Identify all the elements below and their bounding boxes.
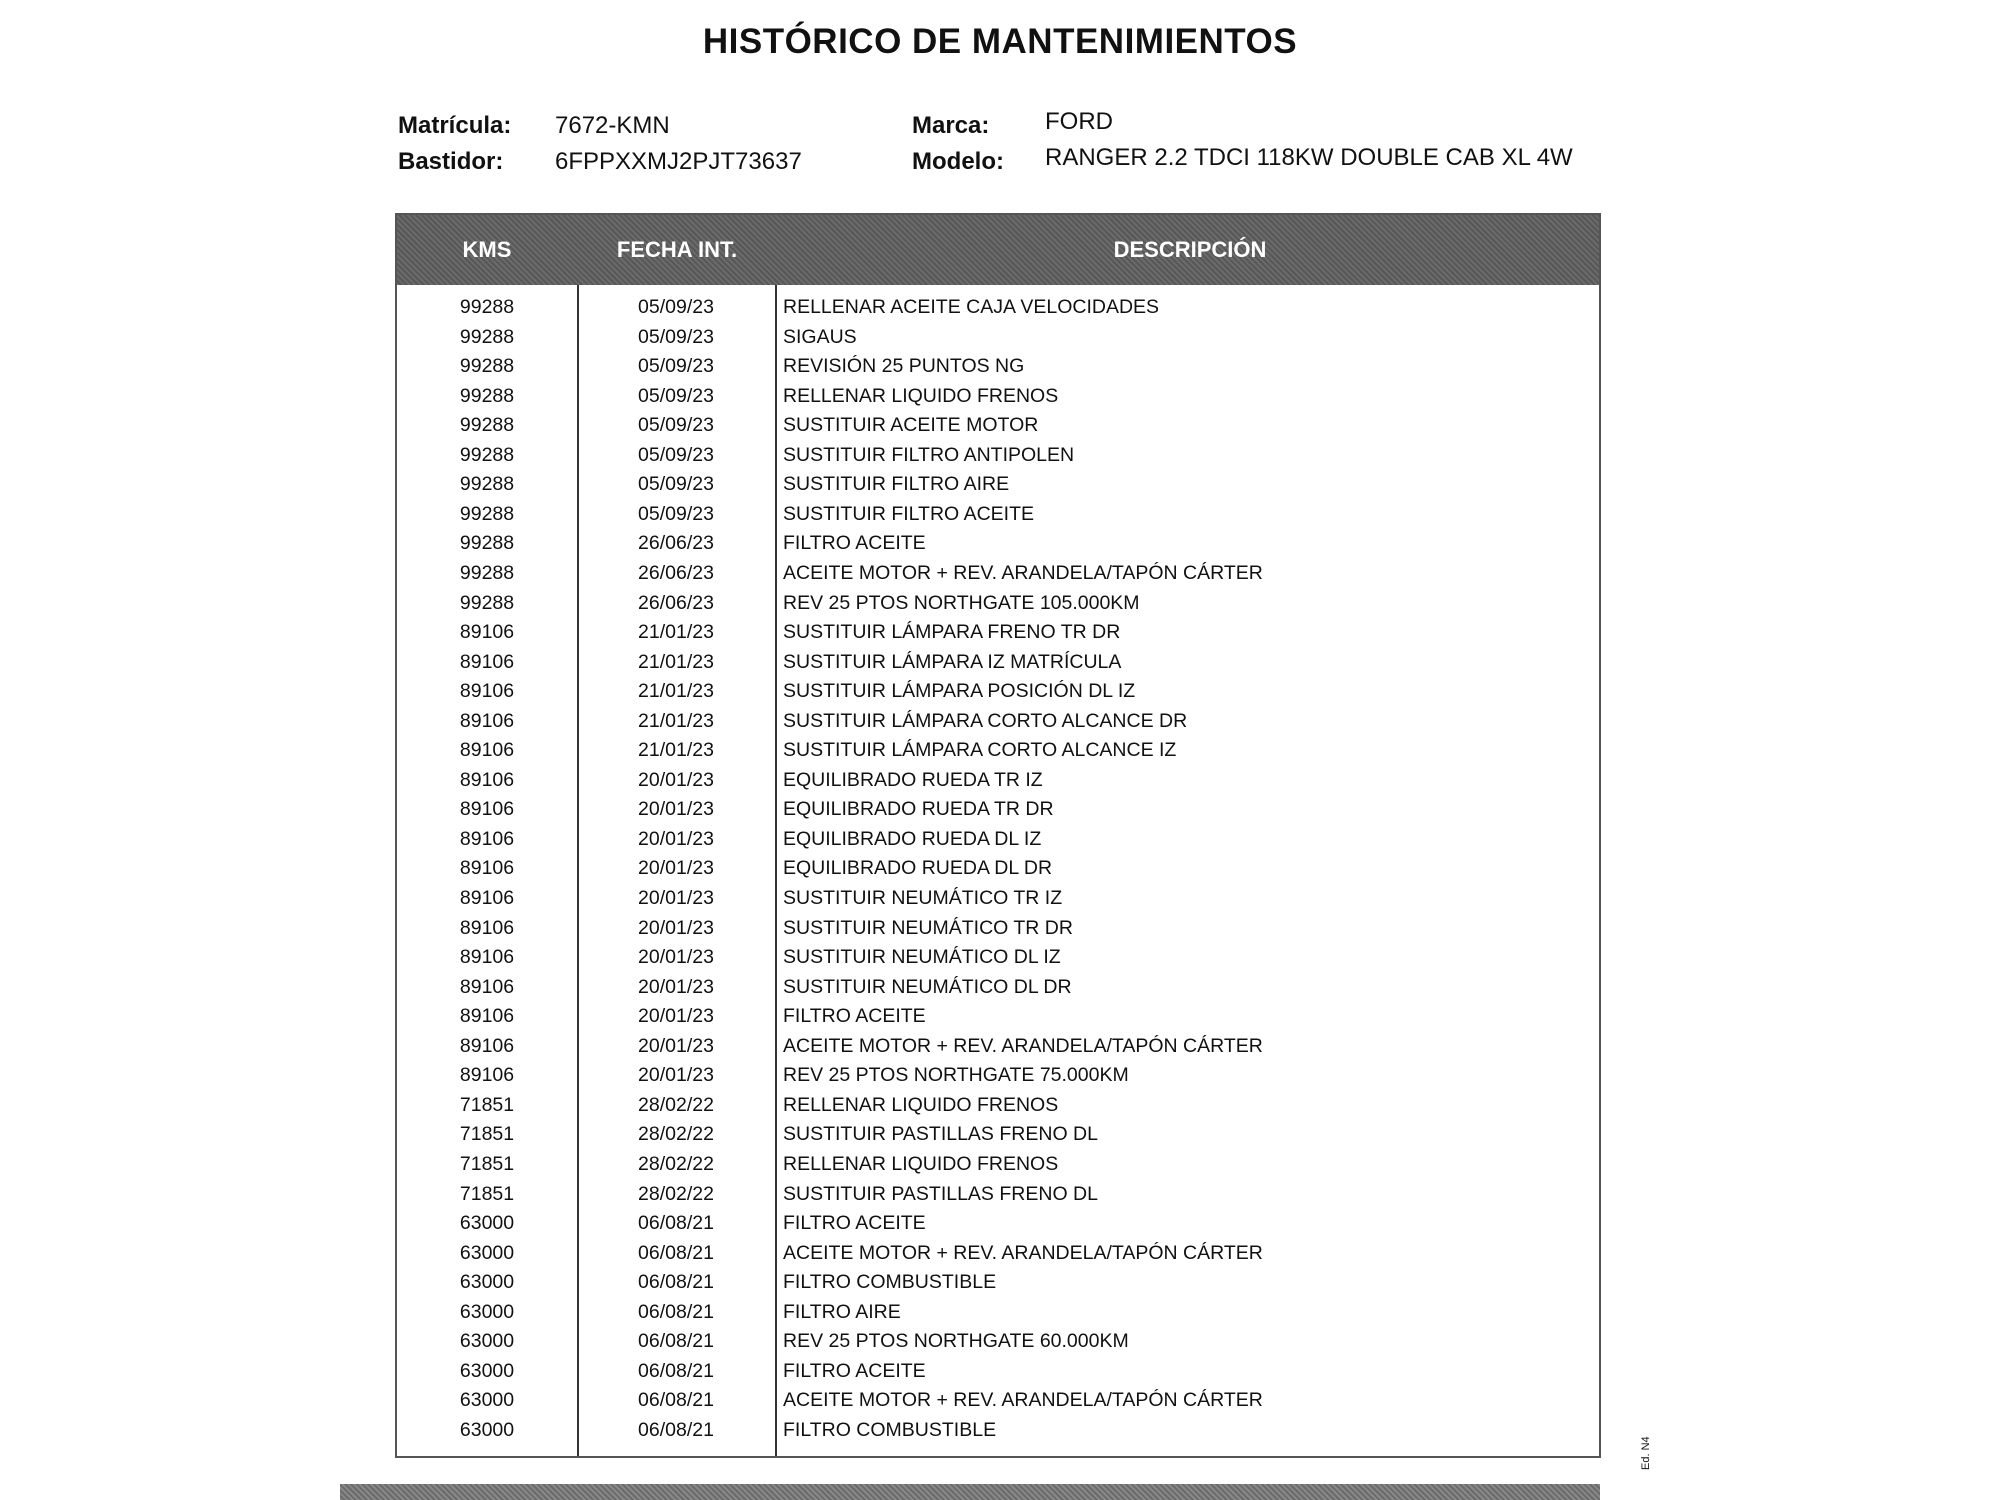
cell-fecha: 20/01/23	[638, 857, 714, 880]
cell-fecha: 05/09/23	[638, 443, 714, 466]
cell-descripcion: SUSTITUIR LÁMPARA CORTO ALCANCE DR	[783, 709, 1188, 732]
table-row	[397, 648, 1599, 677]
modelo-label: Modelo:	[912, 148, 1004, 175]
cell-fecha: 20/01/23	[638, 887, 714, 909]
cell-descripcion: SUSTITUIR LÁMPARA CORTO ALCANCE IZ	[783, 739, 1177, 762]
cell-descripcion: EQUILIBRADO RUEDA TR IZ	[783, 768, 1043, 791]
modelo-value: RANGER 2.2 TDCI 118KW DOUBLE CAB XL 4W	[1045, 144, 1573, 171]
cell-kms: 99288	[459, 591, 515, 614]
cell-kms: 71851	[459, 1093, 515, 1116]
table-row	[397, 1386, 1599, 1415]
table-row	[397, 854, 1599, 883]
cell-kms: 89106	[459, 1005, 515, 1028]
cell-fecha: 06/08/21	[638, 1418, 714, 1441]
cell-fecha: 05/09/23	[638, 325, 714, 348]
cell-fecha: 05/09/23	[638, 296, 714, 318]
cell-kms: 89106	[459, 975, 515, 998]
maintenance-table	[395, 213, 1601, 1458]
cell-descripcion: ACEITE MOTOR + REV. ARANDELA/TAPÓN CÁRTER	[783, 1241, 1263, 1264]
table-row	[397, 825, 1599, 854]
cell-descripcion: FILTRO COMBUSTIBLE	[783, 1271, 997, 1294]
cell-kms: 89106	[459, 827, 515, 850]
cell-descripcion: RELLENAR ACEITE CAJA VELOCIDADES	[783, 296, 1160, 318]
cell-descripcion: FILTRO COMBUSTIBLE	[783, 1418, 997, 1441]
cell-kms: 99288	[459, 296, 515, 318]
table-row	[397, 914, 1599, 943]
cell-descripcion: REV 25 PTOS NORTHGATE 105.000KM	[783, 591, 1140, 614]
bastidor-value: 6FPPXXMJ2PJT73637	[555, 148, 802, 175]
cell-fecha: 20/01/23	[638, 1064, 714, 1087]
cell-kms: 63000	[459, 1359, 515, 1382]
cell-descripcion: SUSTITUIR NEUMÁTICO TR IZ	[783, 887, 1063, 909]
cell-descripcion: SUSTITUIR LÁMPARA FRENO TR DR	[783, 621, 1121, 644]
cell-kms: 63000	[459, 1300, 515, 1323]
cell-descripcion: SUSTITUIR NEUMÁTICO DL IZ	[783, 946, 1061, 969]
cell-descripcion: REV 25 PTOS NORTHGATE 75.000KM	[783, 1064, 1129, 1087]
cell-descripcion: FILTRO ACEITE	[783, 532, 926, 555]
footer-bar	[340, 1484, 1600, 1500]
table-row	[397, 293, 1599, 322]
cell-fecha: 06/08/21	[638, 1271, 714, 1294]
cell-fecha: 21/01/23	[638, 739, 714, 762]
table-row	[397, 1061, 1599, 1090]
table-row	[397, 1268, 1599, 1297]
cell-fecha: 05/09/23	[638, 502, 714, 525]
cell-descripcion: FILTRO ACEITE	[783, 1005, 926, 1028]
table-row	[397, 943, 1599, 972]
page-title: HISTÓRICO DE MANTENIMIENTOS	[702, 22, 1298, 61]
cell-kms: 99288	[459, 502, 515, 525]
cell-descripcion: REV 25 PTOS NORTHGATE 60.000KM	[783, 1330, 1129, 1353]
cell-fecha: 06/08/21	[638, 1359, 714, 1382]
cell-fecha: 26/06/23	[638, 561, 714, 584]
cell-fecha: 06/08/21	[638, 1300, 714, 1323]
cell-kms: 99288	[459, 384, 515, 407]
cell-descripcion: REVISIÓN 25 PUNTOS NG	[783, 355, 1025, 378]
cell-kms: 89106	[459, 1064, 515, 1087]
cell-descripcion: SUSTITUIR LÁMPARA POSICIÓN DL IZ	[783, 680, 1136, 703]
cell-kms: 89106	[459, 798, 515, 821]
cell-kms: 71851	[459, 1152, 515, 1175]
cell-kms: 89106	[459, 709, 515, 732]
header-kms: KMS	[462, 237, 512, 262]
table-row	[397, 677, 1599, 706]
table-row	[397, 1180, 1599, 1209]
table-row	[397, 707, 1599, 736]
marca-value: FORD	[1045, 108, 1113, 135]
cell-fecha: 06/08/21	[638, 1241, 714, 1264]
table-row	[397, 1032, 1599, 1061]
cell-fecha: 21/01/23	[638, 709, 714, 732]
cell-kms: 89106	[459, 621, 515, 644]
marca-label: Marca:	[912, 112, 990, 139]
table-row	[397, 1091, 1599, 1120]
cell-descripcion: SUSTITUIR FILTRO ACEITE	[783, 502, 1034, 525]
cell-fecha: 06/08/21	[638, 1389, 714, 1412]
cell-fecha: 28/02/22	[638, 1152, 714, 1175]
cell-fecha: 20/01/23	[638, 768, 714, 791]
cell-fecha: 05/09/23	[638, 355, 714, 378]
cell-kms: 63000	[459, 1418, 515, 1441]
table-row	[397, 470, 1599, 499]
cell-fecha: 21/01/23	[638, 621, 714, 644]
matricula-value: 7672-KMN	[555, 112, 670, 139]
cell-kms: 63000	[459, 1241, 515, 1264]
cell-descripcion: SUSTITUIR FILTRO AIRE	[783, 473, 1010, 496]
cell-descripcion: EQUILIBRADO RUEDA TR DR	[783, 798, 1054, 821]
header-descripcion: DESCRIPCIÓN	[1113, 237, 1267, 262]
cell-descripcion: SUSTITUIR LÁMPARA IZ MATRÍCULA	[783, 650, 1122, 673]
cell-descripcion: RELLENAR LIQUIDO FRENOS	[783, 1152, 1059, 1175]
cell-fecha: 20/01/23	[638, 798, 714, 821]
table-row	[397, 1327, 1599, 1356]
cell-descripcion: SIGAUS	[783, 325, 857, 348]
cell-fecha: 28/02/22	[638, 1093, 714, 1116]
cell-kms: 99288	[459, 355, 515, 378]
table-row	[397, 1150, 1599, 1179]
table-row	[397, 1002, 1599, 1031]
cell-fecha: 21/01/23	[638, 650, 714, 673]
table-row	[397, 1209, 1599, 1238]
cell-descripcion: SUSTITUIR NEUMÁTICO DL DR	[783, 975, 1072, 998]
cell-fecha: 20/01/23	[638, 975, 714, 998]
table-row	[397, 618, 1599, 647]
table-header	[397, 215, 1599, 285]
cell-fecha: 20/01/23	[638, 916, 714, 939]
cell-kms: 71851	[459, 1123, 515, 1146]
cell-kms: 89106	[459, 680, 515, 703]
cell-kms: 63000	[459, 1212, 515, 1235]
table-row	[397, 411, 1599, 440]
table-row	[397, 1357, 1599, 1386]
cell-kms: 63000	[459, 1389, 515, 1412]
cell-descripcion: ACEITE MOTOR + REV. ARANDELA/TAPÓN CÁRTER	[783, 561, 1263, 584]
cell-kms: 99288	[459, 414, 515, 437]
table-row	[397, 1416, 1599, 1445]
cell-descripcion: RELLENAR LIQUIDO FRENOS	[783, 384, 1059, 407]
matricula-label: Matrícula:	[398, 112, 512, 139]
cell-fecha: 26/06/23	[638, 532, 714, 555]
cell-kms: 71851	[459, 1182, 515, 1205]
cell-kms: 99288	[459, 532, 515, 555]
cell-descripcion: FILTRO AIRE	[783, 1300, 901, 1323]
cell-descripcion: SUSTITUIR ACEITE MOTOR	[783, 414, 1039, 437]
cell-kms: 99288	[459, 325, 515, 348]
cell-fecha: 05/09/23	[638, 384, 714, 407]
cell-fecha: 20/01/23	[638, 946, 714, 969]
cell-fecha: 05/09/23	[638, 473, 714, 496]
table-row	[397, 973, 1599, 1002]
cell-kms: 89106	[459, 768, 515, 791]
cell-kms: 89106	[459, 1034, 515, 1057]
table-row	[397, 589, 1599, 618]
bastidor-label: Bastidor:	[398, 148, 504, 175]
cell-kms: 89106	[459, 946, 515, 969]
cell-descripcion: ACEITE MOTOR + REV. ARANDELA/TAPÓN CÁRTER	[783, 1389, 1263, 1412]
cell-fecha: 28/02/22	[638, 1182, 714, 1205]
table-row	[397, 500, 1599, 529]
cell-descripcion: SUSTITUIR FILTRO ANTIPOLEN	[783, 443, 1075, 466]
cell-kms: 89106	[459, 857, 515, 880]
table-row	[397, 559, 1599, 588]
table-row	[397, 323, 1599, 352]
edition-label: Ed. N4	[1640, 1436, 1652, 1470]
table-row	[397, 1120, 1599, 1149]
table-row	[397, 736, 1599, 765]
table-row	[397, 352, 1599, 381]
cell-descripcion: SUSTITUIR NEUMÁTICO TR DR	[783, 916, 1073, 939]
cell-fecha: 21/01/23	[638, 680, 714, 703]
cell-descripcion: FILTRO ACEITE	[783, 1212, 926, 1235]
cell-descripcion: RELLENAR LIQUIDO FRENOS	[783, 1093, 1059, 1116]
table-row	[397, 1239, 1599, 1268]
table-row	[397, 884, 1599, 913]
cell-descripcion: EQUILIBRADO RUEDA DL DR	[783, 857, 1053, 880]
cell-fecha: 20/01/23	[638, 827, 714, 850]
cell-fecha: 26/06/23	[638, 591, 714, 614]
cell-fecha: 06/08/21	[638, 1212, 714, 1235]
cell-kms: 63000	[459, 1330, 515, 1353]
cell-kms: 89106	[459, 887, 515, 909]
header-fecha: FECHA INT.	[616, 237, 738, 262]
cell-descripcion: ACEITE MOTOR + REV. ARANDELA/TAPÓN CÁRTER	[783, 1034, 1263, 1057]
cell-kms: 89106	[459, 916, 515, 939]
cell-fecha: 20/01/23	[638, 1034, 714, 1057]
cell-fecha: 05/09/23	[638, 414, 714, 437]
cell-kms: 99288	[459, 473, 515, 496]
cell-fecha: 20/01/23	[638, 1005, 714, 1028]
table-row	[397, 766, 1599, 795]
cell-descripcion: SUSTITUIR PASTILLAS FRENO DL	[783, 1123, 1098, 1146]
cell-kms: 89106	[459, 739, 515, 762]
cell-kms: 99288	[459, 443, 515, 466]
cell-descripcion: FILTRO ACEITE	[783, 1359, 926, 1382]
cell-descripcion: SUSTITUIR PASTILLAS FRENO DL	[783, 1182, 1098, 1205]
cell-fecha: 06/08/21	[638, 1330, 714, 1353]
cell-kms: 63000	[459, 1271, 515, 1294]
cell-kms: 89106	[459, 650, 515, 673]
cell-fecha: 28/02/22	[638, 1123, 714, 1146]
table-row	[397, 529, 1599, 558]
cell-descripcion: EQUILIBRADO RUEDA DL IZ	[783, 827, 1042, 850]
table-row	[397, 1298, 1599, 1327]
table-row	[397, 441, 1599, 470]
table-row	[397, 382, 1599, 411]
table-row	[397, 795, 1599, 824]
cell-kms: 99288	[459, 561, 515, 584]
